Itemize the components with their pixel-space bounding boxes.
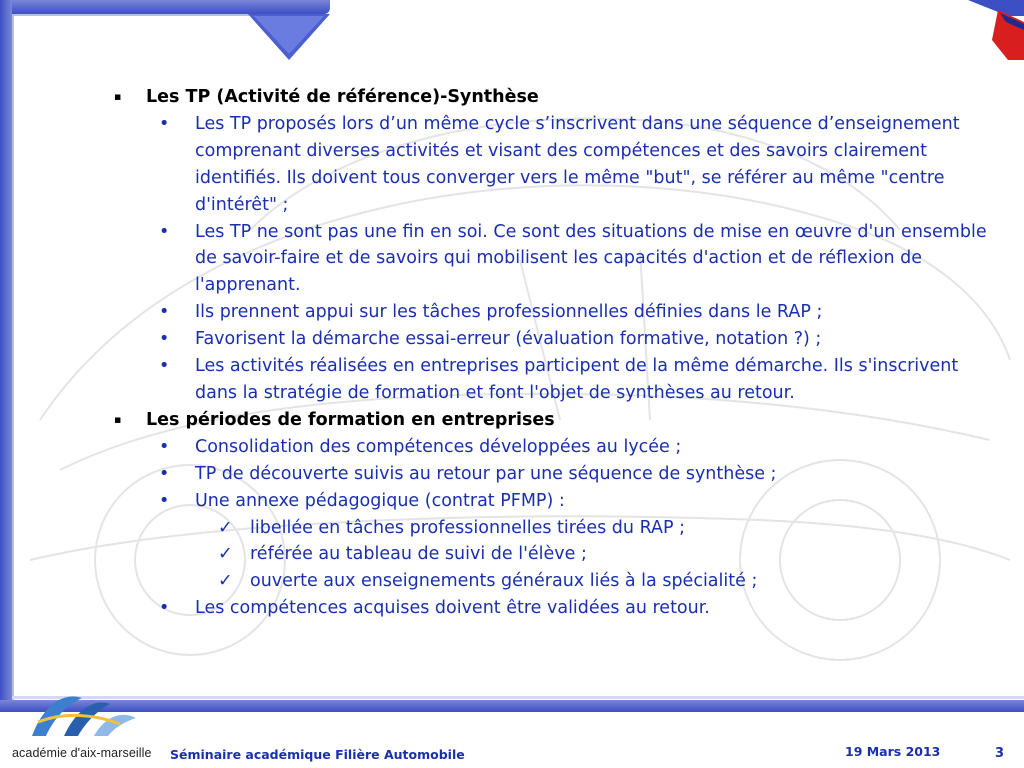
bullet-icon: • [159,463,170,484]
bullet-icon: • [159,329,170,350]
academy-logo-text: académie d'aix-marseille [12,746,152,760]
bullet-icon: • [159,490,170,511]
funnel-icon [248,14,330,60]
checklist-item: ✓ ouverte aux enseignements généraux liés à la spécialité ; [112,568,1002,595]
frame-top-bar [0,0,330,14]
frame-left-line [12,14,14,706]
list-item: • Les compétences acquises doivent être validées au retour. [112,595,1002,622]
list-item: • Les activités réalisées en entreprises participent de la même démarche. Ils s'inscrivent dans la stratégie de formation et font l'objet de synthèses au retour. [112,353,1002,407]
bullet-icon: • [159,356,170,377]
footer-title: Séminaire académique Filière Automobile [170,747,465,762]
bullet-icon: • [159,302,170,323]
list-item: • TP de découverte suivis au retour par une séquence de synthèse ; [112,461,1002,488]
checklist-item: ✓ référée au tableau de suivi de l'élève ; [112,541,1002,568]
list-item: • Les TP ne sont pas une fin en soi. Ce sont des situations de mise en œuvre d'un ensemble de savoir-faire et de savoirs qui mobilisent les capacités d'action et de réflexion de l'apprenant. [112,219,1002,300]
bullet-icon: • [159,113,170,134]
list-item: • Ils prennent appui sur les tâches professionnelles définies dans le RAP ; [112,299,1002,326]
square-bullet-icon: ▪ [114,412,122,426]
list-item: • Une annexe pédagogique (contrat PFMP) : [112,488,1002,515]
list-item: • Consolidation des compétences développées au lycée ; [112,434,1002,461]
footer-date: 19 Mars 2013 [845,744,941,759]
bullet-icon: • [159,598,170,619]
section-heading: ▪ Les périodes de formation en entreprises [112,407,1002,434]
list-item: • Favorisent la démarche essai-erreur (évaluation formative, notation ?) ; [112,326,1002,353]
slide-content [112,84,1002,622]
page-number: 3 [995,746,1005,761]
frame-bottom-line [12,696,1024,699]
section-heading: ▪ Les TP (Activité de référence)-Synthèse [112,84,1002,111]
checklist-item: ✓ libellée en tâches professionnelles tirées du RAP ; [112,515,1002,542]
list-item: • Les TP proposés lors d’un même cycle s’inscrivent dans une séquence d’enseignement comprenant diverses activités et visant des compétences et des savoirs clairement identifiés. Ils doivent tous converger vers le même "but", se référer au même "centre d'intérêt" ; [112,111,1002,219]
checkmark-icon: ✓ [218,544,233,565]
checkmark-icon: ✓ [218,571,233,592]
bullet-icon: • [159,436,170,457]
academy-logo-icon [24,684,144,744]
bullet-icon: • [159,221,170,242]
corner-badge-icon [968,0,1024,64]
square-bullet-icon: ▪ [114,90,122,103]
checkmark-icon: ✓ [218,517,233,538]
frame-bottom-bar [0,700,1024,712]
frame-left-bar [0,0,12,712]
